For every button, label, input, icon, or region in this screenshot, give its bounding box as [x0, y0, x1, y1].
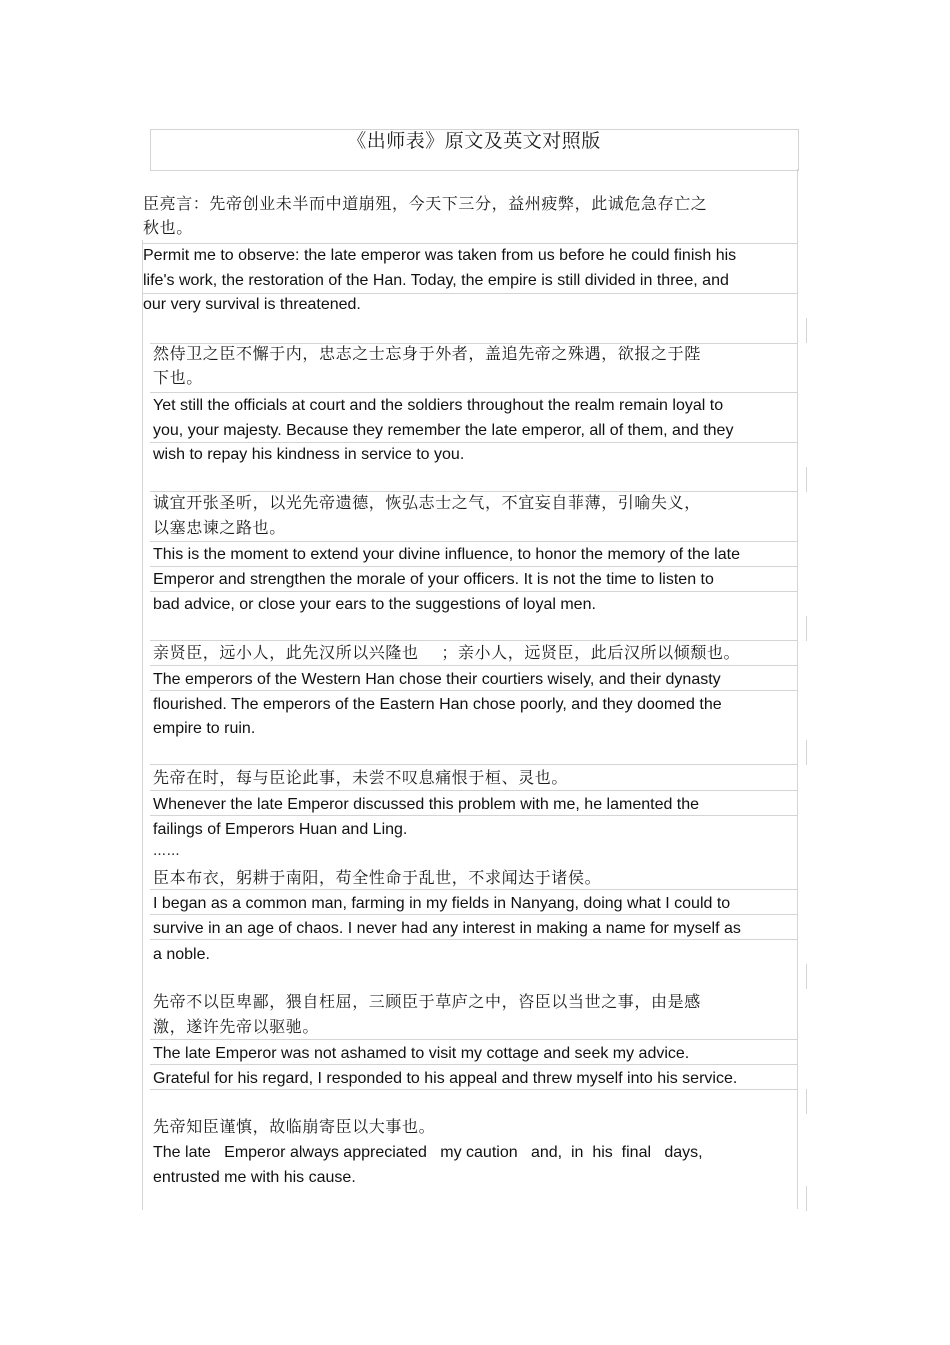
english-text-line: our very survival is threatened. — [143, 296, 361, 313]
english-text-line: Emperor and strengthen the morale of your officers. It is not the time to listen to — [153, 571, 714, 588]
frame-line — [806, 318, 807, 343]
chinese-text-line: 臣亮言：先帝创业未半而中道崩殂，今天下三分，益州疲弊，此诚危急存亡之 — [143, 194, 708, 213]
frame-line — [806, 467, 807, 492]
english-text-line: survive in an age of chaos. I never had any interest in making a name for myself as — [153, 920, 741, 937]
english-text-line: The late Emperor always appreciated my caution and, in his final days, — [153, 1144, 703, 1161]
chinese-text-line: 先帝知臣谨慎，故临崩寄臣以大事也。 — [153, 1117, 436, 1136]
chinese-text-line: 激，遂许先帝以驱驰。 — [153, 1017, 320, 1036]
english-text-line: Grateful for his regard, I responded to his appeal and threw myself into his service. — [153, 1070, 738, 1087]
frame-line — [806, 1186, 807, 1211]
english-text-line: bad advice, or close your ears to the suggestions of loyal men. — [153, 596, 596, 613]
english-text-line: life's work, the restoration of the Han. Today, the empire is still divided in three, and — [143, 272, 729, 289]
english-text-line: flourished. The emperors of the Eastern Han chose poorly, and they doomed the — [153, 696, 722, 713]
frame-line — [150, 790, 798, 791]
chinese-text-line: 秋也。 — [143, 218, 193, 237]
frame-line — [806, 740, 807, 765]
frame-line — [142, 240, 143, 1210]
chinese-text-line: 然侍卫之臣不懈于内，忠志之士忘身于外者，盖追先帝之殊遇，欲报之于陛 — [153, 344, 701, 363]
chinese-text-line: 先帝不以臣卑鄙，猥自枉屈，三顾臣于草庐之中，咨臣以当世之事，由是感 — [153, 992, 701, 1011]
chinese-text-line: 下也。 — [153, 368, 203, 387]
english-text-line: entrusted me with his cause. — [153, 1169, 356, 1186]
chinese-text-line: 臣本布衣，躬耕于南阳，苟全性命于乱世，不求闻达于诸侯。 — [153, 868, 602, 887]
chinese-text-line: 诚宜开张圣听，以光先帝遗德，恢弘志士之气，不宜妄自菲薄，引喻失义， — [153, 493, 701, 512]
frame-line — [806, 964, 807, 989]
frame-line — [806, 1089, 807, 1114]
chinese-text-line: 以塞忠谏之路也。 — [153, 518, 286, 537]
english-text-line: The emperors of the Western Han chose their courtiers wisely, and their dynasty — [153, 671, 721, 688]
english-text-line: you, your majesty. Because they remember the late emperor, all of them, and they — [153, 422, 734, 439]
english-text-line: I began as a common man, farming in my fields in Nanyang, doing what I could to — [153, 895, 731, 912]
frame-line — [150, 764, 798, 765]
english-text-line: Yet still the officials at court and the soldiers throughout the realm remain loyal to — [153, 397, 724, 414]
english-text-line: This is the moment to extend your divine influence, to honor the memory of the late — [153, 546, 740, 563]
frame-line — [797, 169, 798, 1209]
frame-line — [150, 1039, 798, 1040]
chinese-text-line: 先帝在时，每与臣论此事，未尝不叹息痛恨于桓、灵也。 — [153, 768, 569, 787]
document-title: 《出师表》原文及英文对照版 — [347, 130, 601, 152]
english-text-line: failings of Emperors Huan and Ling. — [153, 821, 408, 838]
english-text-line: a noble. — [153, 946, 210, 963]
frame-line — [806, 616, 807, 641]
english-text-line: wish to repay his kindness in service to you. — [153, 446, 465, 463]
ellipsis-text: …… — [153, 844, 181, 859]
frame-line — [150, 665, 798, 666]
english-text-line: Permit me to observe: the late emperor was taken from us before he could finish his — [143, 247, 737, 264]
english-text-line: Whenever the late Emperor discussed this problem with me, he lamented the — [153, 796, 700, 813]
english-text-line: The late Emperor was not ashamed to visit my cottage and seek my advice. — [153, 1045, 690, 1062]
chinese-text-line: 亲贤臣，远小人，此先汉所以兴隆也 ；亲小人，远贤臣，此后汉所以倾颓也。 — [153, 643, 741, 662]
english-text-line: empire to ruin. — [153, 720, 256, 737]
